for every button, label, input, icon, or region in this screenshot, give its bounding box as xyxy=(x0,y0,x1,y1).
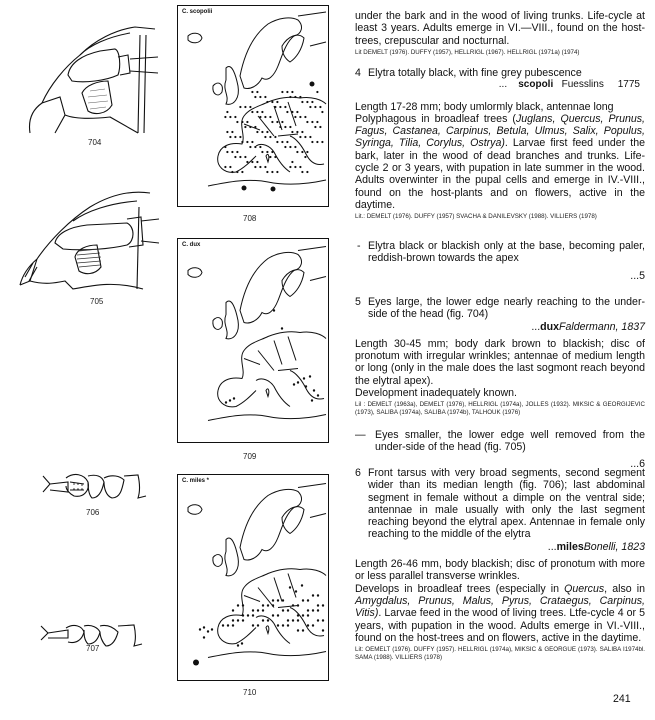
distribution-dot xyxy=(287,624,289,626)
distribution-dot xyxy=(264,116,266,118)
distribution-dot xyxy=(229,116,231,118)
distribution-dot xyxy=(277,614,279,616)
distribution-dot xyxy=(241,141,243,143)
distribution-dot xyxy=(264,96,266,98)
distribution-dot xyxy=(286,91,288,93)
distribution-dot xyxy=(289,126,291,128)
description-text: Development inadequately known. xyxy=(355,387,517,400)
distribution-dot xyxy=(316,121,318,123)
distribution-dot xyxy=(274,106,276,108)
distribution-dot xyxy=(313,389,315,391)
goto-couplet: ...5 xyxy=(630,269,645,282)
literature-scopoli: Lit.: DEMELT (1976). DUFFY (1957) SVACHA & DANILEVSKY (1988). VILLIERS (1978) xyxy=(355,213,597,221)
distribution-dot xyxy=(316,91,318,93)
couplet-number: — xyxy=(355,429,366,441)
distribution-dot xyxy=(249,106,251,108)
distribution-dot xyxy=(249,126,251,128)
distribution-dot xyxy=(294,146,296,148)
map-label-709: 709 xyxy=(243,452,257,461)
distribution-dot xyxy=(319,126,321,128)
page-number: 241 xyxy=(613,693,631,705)
distribution-dot xyxy=(314,106,316,108)
figure-label-705: 705 xyxy=(90,297,104,306)
description-line: Length 17-28 mm; body umlormly black, antennae long xyxy=(355,100,614,113)
distribution-dot xyxy=(307,609,309,611)
distribution-dot xyxy=(261,131,263,133)
distribution-dot xyxy=(259,146,261,148)
distribution-dot xyxy=(281,121,283,123)
head-lateral-drawing-704 xyxy=(20,15,160,135)
distribution-dot xyxy=(254,126,256,128)
distribution-dot xyxy=(271,101,273,103)
distribution-dot xyxy=(296,111,298,113)
distribution-dot xyxy=(317,594,319,596)
map-708 xyxy=(177,5,329,207)
distribution-dot xyxy=(307,599,309,601)
species-name: dux xyxy=(540,320,560,333)
distribution-dot xyxy=(232,609,234,611)
distribution-dot xyxy=(256,131,258,133)
couplet-number: 5 xyxy=(355,296,361,308)
distribution-dot xyxy=(276,121,278,123)
distribution-dot xyxy=(199,628,201,630)
couplet-5 xyxy=(355,296,645,417)
distribution-dot xyxy=(251,161,253,163)
host-genera: Juglans, Quercus, Prunus, Fagus, Castanea, Carpinus, Betula, Ulmus, Salix, Populus, Syringa, Tilia, Corylus, Ostrya) xyxy=(355,112,645,150)
distribution-dot xyxy=(264,166,266,168)
distribution-dot xyxy=(322,619,324,621)
distribution-dot xyxy=(271,187,276,192)
distribution-dot xyxy=(233,397,235,399)
distribution-dot xyxy=(257,609,259,611)
distribution-dot xyxy=(226,131,228,133)
distribution-dot xyxy=(277,599,279,601)
distribution-dot xyxy=(316,141,318,143)
distribution-dot xyxy=(249,146,251,148)
distribution-dot xyxy=(289,586,291,588)
couplet-number: - xyxy=(357,240,361,252)
distribution-dot xyxy=(232,619,234,621)
distribution-dot xyxy=(312,594,314,596)
distribution-dot xyxy=(267,604,269,606)
distribution-dot xyxy=(282,624,284,626)
distribution-dot xyxy=(304,136,306,138)
distribution-dot xyxy=(276,141,278,143)
distribution-dot xyxy=(271,171,273,173)
distribution-dot xyxy=(246,161,248,163)
distribution-dot xyxy=(257,624,259,626)
couplet-number: 4 xyxy=(355,67,361,79)
distribution-dot xyxy=(276,101,278,103)
distribution-dot xyxy=(244,126,246,128)
distribution-dot xyxy=(295,590,297,592)
distribution-dot xyxy=(234,116,236,118)
figure-704 xyxy=(20,15,160,147)
distribution-dot xyxy=(254,146,256,148)
distribution-dot xyxy=(241,121,243,123)
distribution-dot xyxy=(297,619,299,621)
figure-705 xyxy=(15,185,160,315)
distribution-dot xyxy=(259,96,261,98)
distribution-dot xyxy=(296,151,298,153)
front-tarsus-drawing-706 xyxy=(40,470,155,502)
map-title-709: C. dux xyxy=(182,242,201,248)
description-text: Develops in broadleaf trees (especially in xyxy=(355,582,565,595)
map-title-708: C. scopolii xyxy=(182,9,213,15)
distribution-dot xyxy=(281,141,283,143)
text-block-intro xyxy=(355,10,645,57)
distribution-dot xyxy=(301,101,303,103)
species-name: miles xyxy=(556,540,584,553)
distribution-dot xyxy=(234,156,236,158)
description-dux xyxy=(355,338,645,399)
distribution-dot xyxy=(269,136,271,138)
distribution-dot xyxy=(293,383,295,385)
distribution-dot xyxy=(242,604,244,606)
distribution-dot xyxy=(319,106,321,108)
distribution-dot xyxy=(317,604,319,606)
distribution-dot xyxy=(273,309,275,311)
distribution-dot xyxy=(274,156,276,158)
distribution-dot xyxy=(244,106,246,108)
species-year: 1775 xyxy=(617,79,640,91)
map-709 xyxy=(177,238,329,443)
leader-dots: ... xyxy=(547,540,557,553)
host-genus: Quercus xyxy=(564,582,605,595)
distribution-dot xyxy=(299,96,301,98)
distribution-dot xyxy=(289,166,291,168)
distribution-dot xyxy=(237,604,239,606)
distribution-dot xyxy=(302,614,304,616)
figure-label-704: 704 xyxy=(88,138,102,147)
distribution-dot xyxy=(231,131,233,133)
distribution-dot xyxy=(266,171,268,173)
distribution-dot xyxy=(224,166,226,168)
distribution-dot xyxy=(222,624,224,626)
species-line-dux xyxy=(355,321,645,333)
goto-couplet: ...6 xyxy=(630,457,645,470)
distribution-dot xyxy=(317,619,319,621)
distribution-dot xyxy=(297,629,299,631)
distribution-dot xyxy=(301,151,303,153)
distribution-dot xyxy=(297,614,299,616)
distribution-dot xyxy=(286,111,288,113)
distribution-dot xyxy=(287,609,289,611)
distribution-dot xyxy=(266,131,268,133)
distribution-dot xyxy=(314,126,316,128)
distribution-dot xyxy=(266,101,268,103)
distribution-dot xyxy=(227,624,229,626)
head-lateral-drawing-705 xyxy=(15,185,160,295)
distribution-dot xyxy=(239,136,241,138)
distribution-dot xyxy=(231,171,233,173)
distribution-dot xyxy=(259,166,261,168)
distribution-dot xyxy=(297,381,299,383)
distribution-dot xyxy=(304,156,306,158)
description-text: . Larvae first feed under the bark, later in the wood of dead branches and trunks. Life-cycle 2 or 3 years, with pupation in late summer in the wood. Adults overwinter in the pupal cells and emerge in IV.-VIII., found on the host-plants and on flowers, active in the daytime. xyxy=(355,137,646,211)
distribution-dot xyxy=(281,327,283,329)
distribution-dot xyxy=(229,166,231,168)
distribution-dot xyxy=(266,151,268,153)
distribution-dot xyxy=(286,141,288,143)
couplet-4 xyxy=(355,67,645,221)
intro-literature: Lit DEMELT (1976). DUFFY (1957), HELLRIGL (1967). HELLRIGL (1971a) (1974) xyxy=(355,48,580,56)
distribution-dot xyxy=(261,151,263,153)
map-710 xyxy=(177,474,329,681)
distribution-dot xyxy=(311,399,313,401)
distribution-dot xyxy=(267,619,269,621)
distribution-dot xyxy=(237,644,239,646)
map-label-710: 710 xyxy=(243,688,257,697)
distribution-dot xyxy=(302,629,304,631)
distribution-dot xyxy=(299,136,301,138)
distribution-dot xyxy=(232,624,234,626)
couplet-text: Elytra black or blackish only at the base, becoming paler, reddish-brown towards the apex xyxy=(368,240,645,265)
distribution-dot xyxy=(231,151,233,153)
distribution-dot xyxy=(254,166,256,168)
distribution-dot xyxy=(224,146,226,148)
distribution-dot xyxy=(236,171,238,173)
distribution-dot xyxy=(312,624,314,626)
distribution-dot xyxy=(262,604,264,606)
distribution-dot xyxy=(317,609,319,611)
distribution-dot xyxy=(311,141,313,143)
distribution-dot xyxy=(305,385,307,387)
literature-dux: Lil : DEMELT (1963a), DEMELT (1976), HELLRIGL (1974a), JOLLES (1932). MIKSIC & GEORGIJEVIC (1973), SALIBA (1974a), SALIBA (1974b), TALHOUK (1976) xyxy=(355,401,645,417)
distribution-dot xyxy=(239,106,241,108)
distribution-dot xyxy=(241,171,243,173)
species-line-scopoli xyxy=(355,79,645,91)
leader-dots: ... xyxy=(531,320,541,333)
distribution-dots-710 xyxy=(178,475,328,680)
distribution-dot xyxy=(299,166,301,168)
distribution-dot xyxy=(306,101,308,103)
literature-miles: Lit: OEMELT (1976). DUFFY (1957). HELLRIGL (1974a), MIKSIC & GEORGUE (1973). SALIBA I1974bl. SAMA (1988). VILLIERS (1978) xyxy=(355,646,645,662)
distribution-dot xyxy=(282,609,284,611)
distribution-dot xyxy=(284,126,286,128)
distribution-dot xyxy=(284,106,286,108)
distribution-dot xyxy=(207,630,209,632)
couplet-number: 6 xyxy=(355,467,361,479)
distribution-dot xyxy=(262,609,264,611)
distribution-dot xyxy=(289,96,291,98)
intro-paragraph: under the bark and in the wood of living trunks. Life-cycle at least 3 years. Adults emerge in VI.—VIII., found on the host-trees, crepuscular and nocturnal. xyxy=(355,10,645,47)
distribution-dot xyxy=(277,624,279,626)
description-text: Polyphagous in broadleaf trees ( xyxy=(355,112,516,125)
distribution-dot xyxy=(251,141,253,143)
distribution-dot xyxy=(269,156,271,158)
distribution-dot xyxy=(284,146,286,148)
distribution-dot xyxy=(224,116,226,118)
distribution-dot xyxy=(242,619,244,621)
distribution-dot xyxy=(226,151,228,153)
distribution-dot xyxy=(281,91,283,93)
distribution-dot xyxy=(309,106,311,108)
distribution-dot xyxy=(262,619,264,621)
distribution-dot xyxy=(261,111,263,113)
species-author: Bonelli, 1823 xyxy=(583,540,645,553)
map-label-708: 708 xyxy=(243,214,257,223)
distribution-dot xyxy=(272,604,274,606)
distribution-dot xyxy=(272,599,274,601)
distribution-dot xyxy=(294,166,296,168)
distribution-dot xyxy=(271,121,273,123)
distribution-dot xyxy=(291,111,293,113)
distribution-dot xyxy=(294,116,296,118)
distribution-dot xyxy=(236,121,238,123)
figure-706 xyxy=(40,470,155,525)
distribution-dot xyxy=(297,604,299,606)
figure-label-707: 707 xyxy=(86,644,100,653)
map-title-710: C. miles * xyxy=(182,478,210,484)
distribution-dot xyxy=(229,399,231,401)
distribution-dot xyxy=(246,121,248,123)
distribution-dot xyxy=(239,156,241,158)
distribution-dot xyxy=(226,111,228,113)
leader-dots: ... xyxy=(498,79,508,91)
species-author: Faldermann, 1837 xyxy=(559,320,645,333)
distribution-dot xyxy=(301,584,303,586)
distribution-dot xyxy=(254,96,256,98)
distribution-dot xyxy=(312,609,314,611)
couplet-text: Eyes smaller, the lower edge well removed from the under-side of the head (fig. 705) xyxy=(375,429,645,454)
distribution-dot xyxy=(287,619,289,621)
distribution-dot xyxy=(256,111,258,113)
distribution-dot xyxy=(251,91,253,93)
distribution-dot xyxy=(289,146,291,148)
couplet-4-alt xyxy=(355,240,645,282)
description-text: Length 30-45 mm; body dark brown to blackish; disc of pronotum with irregular wrinkles; antennae of medium length or long (only in the male does the last sogmont reach beyond the elytral apex). xyxy=(355,337,645,387)
species-author: Fuesslins xyxy=(561,79,604,91)
distribution-dot xyxy=(309,136,311,138)
distribution-dot xyxy=(242,186,247,191)
distribution-dot xyxy=(279,126,281,128)
couplet-6 xyxy=(355,467,645,662)
distribution-dot xyxy=(252,624,254,626)
description-text: Length 26-46 mm, body blackish; disc of pronotum with more or less parallel transverse wrinkles. xyxy=(355,558,645,583)
distribution-dot xyxy=(306,151,308,153)
couplet-text: Elytra totally black, with fine grey pubescence xyxy=(368,67,582,79)
distribution-dot xyxy=(264,136,266,138)
distribution-dot xyxy=(276,171,278,173)
distribution-dot xyxy=(242,614,244,616)
distribution-dot xyxy=(322,629,324,631)
distribution-dot xyxy=(237,619,239,621)
distribution-dot xyxy=(311,121,313,123)
distribution-dot xyxy=(302,599,304,601)
distribution-dot xyxy=(234,136,236,138)
figure-label-706: 706 xyxy=(86,508,100,517)
distribution-dot xyxy=(269,116,271,118)
distribution-dot xyxy=(211,628,213,630)
distribution-dot xyxy=(292,619,294,621)
distribution-dot xyxy=(236,151,238,153)
distribution-dots-709 xyxy=(178,239,328,442)
distribution-dot xyxy=(307,614,309,616)
distribution-dot xyxy=(306,171,308,173)
description-text: , also in xyxy=(604,582,646,595)
distribution-dot xyxy=(272,614,274,616)
distribution-dot xyxy=(299,116,301,118)
description-text: . Larvae feed in the wood of living trees. Ltfe-cycle 4 or 5 years, with pupation in the wood. Adults emerge in VI.-VIII., found on the host-trees and on flowers, active in the daytime. xyxy=(355,607,645,644)
distribution-dot xyxy=(246,141,248,143)
distribution-dot xyxy=(296,131,298,133)
distribution-dot xyxy=(309,375,311,377)
distribution-dot xyxy=(279,106,281,108)
distribution-dot xyxy=(271,151,273,153)
species-line-miles xyxy=(355,541,645,553)
distribution-dot xyxy=(317,394,319,396)
distribution-dot xyxy=(229,136,231,138)
distribution-dot xyxy=(322,604,324,606)
distribution-dot xyxy=(301,171,303,173)
description-miles xyxy=(355,558,645,644)
distribution-dot xyxy=(259,116,261,118)
distribution-dot xyxy=(294,96,296,98)
distribution-dot xyxy=(256,91,258,93)
distribution-dot xyxy=(241,642,243,644)
distribution-dot xyxy=(274,136,276,138)
distribution-dot xyxy=(303,377,305,379)
distribution-dot xyxy=(193,660,199,666)
distribution-dot xyxy=(321,141,323,143)
couplet-5-alt xyxy=(355,429,645,470)
distribution-dot xyxy=(291,131,293,133)
distribution-dot xyxy=(225,401,227,403)
distribution-dot xyxy=(291,91,293,93)
distribution-dot xyxy=(310,82,315,87)
distribution-dot xyxy=(292,604,294,606)
distribution-dot xyxy=(307,624,309,626)
distribution-dot xyxy=(304,116,306,118)
distribution-dot xyxy=(252,614,254,616)
distribution-dot xyxy=(291,161,293,163)
distribution-dot xyxy=(306,121,308,123)
distribution-dot xyxy=(203,626,205,628)
distribution-dot xyxy=(247,614,249,616)
description-scopoli xyxy=(355,101,645,212)
host-genera: Amygdalus, Prunus, Malus, Pyrus, Crataegus, Carpinus, Vitis) xyxy=(355,594,645,620)
figure-707 xyxy=(38,620,153,665)
distribution-dots-708 xyxy=(178,6,328,206)
distribution-dot xyxy=(244,156,246,158)
couplet-text: Eyes large, the lower edge nearly reaching to the under-side of the head (fig. 704) xyxy=(368,296,645,321)
distribution-dot xyxy=(251,111,253,113)
distribution-dot xyxy=(203,636,205,638)
distribution-dot xyxy=(252,609,254,611)
distribution-dot xyxy=(256,161,258,163)
distribution-dot xyxy=(282,599,284,601)
couplet-text: Front tarsus with very broad segments, second segment wider than its median length (fig. 706); last abdominal segment in female without a dimple on the ventral side; antennae in male usually with only the last segment reaching beyond the elytral apex. Antennae in female only reaching to the middle of the elytra xyxy=(368,467,645,541)
species-name: scopoli xyxy=(518,79,554,91)
distribution-dot xyxy=(321,111,323,113)
distribution-dot xyxy=(311,101,313,103)
distribution-dot xyxy=(301,131,303,133)
